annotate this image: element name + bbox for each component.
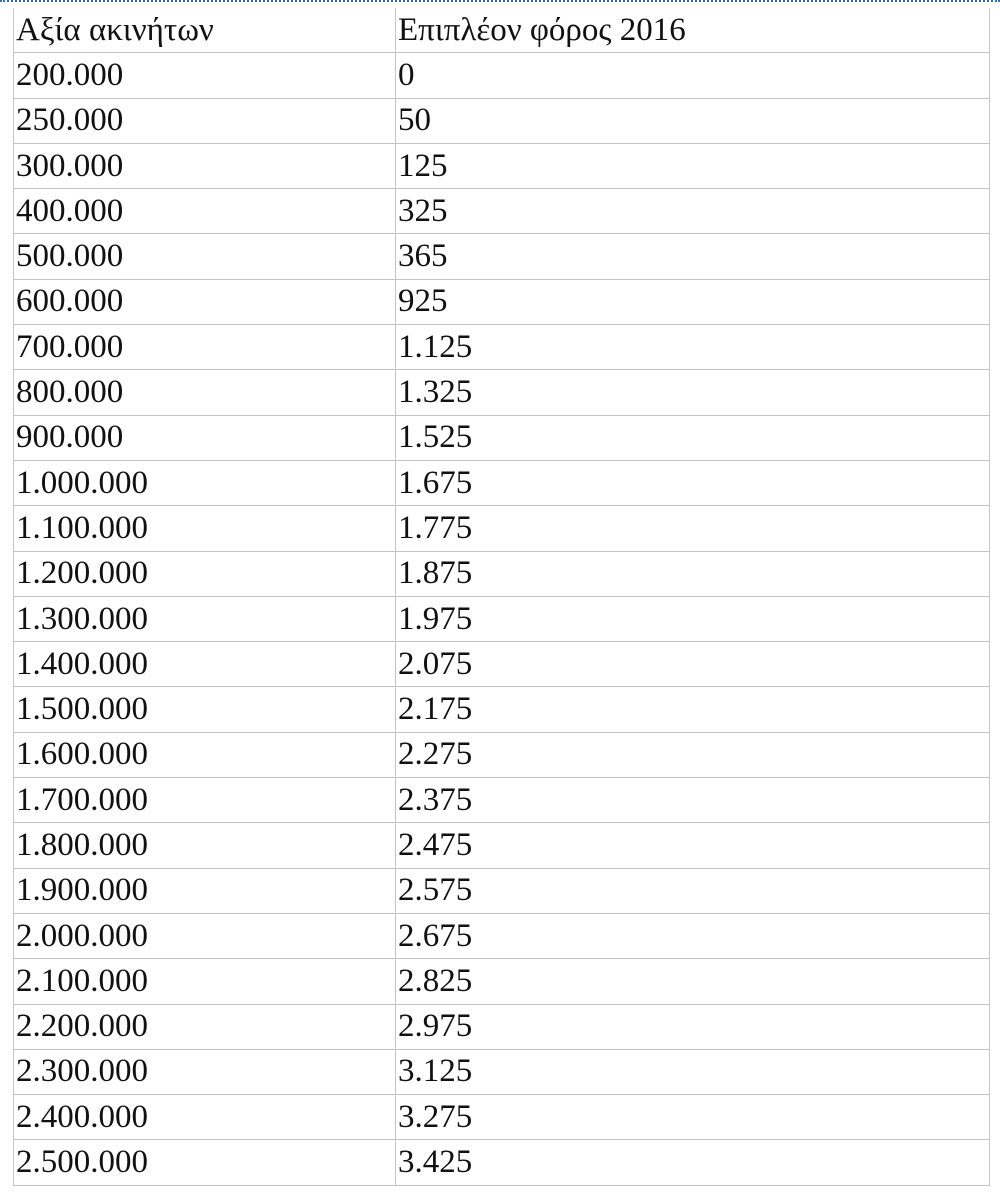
cell-property-value[interactable]: 2.400.000 [14,1095,396,1140]
cell-property-value[interactable]: 2.000.000 [14,913,396,958]
table-row [14,370,990,415]
cell-extra-tax[interactable]: 1.975 [396,596,990,641]
cell-property-value[interactable]: 1.000.000 [14,460,396,505]
cell-property-value[interactable]: 2.200.000 [14,1004,396,1049]
table-row [14,415,990,460]
cell-extra-tax[interactable]: 2.075 [396,642,990,687]
cell-property-value[interactable]: 1.200.000 [14,551,396,596]
cell-property-value[interactable]: 2.100.000 [14,959,396,1004]
cell-extra-tax[interactable]: 2.975 [396,1004,990,1049]
table-row [14,687,990,732]
table-row [14,460,990,505]
cell-property-value[interactable]: 500.000 [14,234,396,279]
cell-extra-tax[interactable]: 1.875 [396,551,990,596]
cell-extra-tax[interactable]: 1.675 [396,460,990,505]
cell-property-value[interactable]: 1.100.000 [14,506,396,551]
table-row [14,98,990,143]
cell-extra-tax[interactable]: 1.325 [396,370,990,415]
cell-extra-tax[interactable]: 325 [396,189,990,234]
cell-extra-tax[interactable]: 0 [396,53,990,98]
cell-extra-tax[interactable]: 1.525 [396,415,990,460]
header-cell-property-value[interactable]: Αξία ακινήτων [14,8,396,53]
table-row [14,778,990,823]
table-row [14,1004,990,1049]
cell-extra-tax[interactable]: 1.125 [396,325,990,370]
cell-property-value[interactable]: 700.000 [14,325,396,370]
table-row [14,1095,990,1140]
table-row [14,868,990,913]
cell-property-value[interactable]: 300.000 [14,143,396,188]
table-row [14,506,990,551]
table-row [14,53,990,98]
cell-extra-tax[interactable]: 3.275 [396,1095,990,1140]
table-row [14,234,990,279]
header-row [14,8,990,53]
cell-property-value[interactable]: 600.000 [14,279,396,324]
table-row [14,642,990,687]
cell-extra-tax[interactable]: 365 [396,234,990,279]
cell-property-value[interactable]: 2.300.000 [14,1049,396,1094]
table-row [14,732,990,777]
cell-extra-tax[interactable]: 125 [396,143,990,188]
cell-property-value[interactable]: 1.500.000 [14,687,396,732]
cell-extra-tax[interactable]: 50 [396,98,990,143]
cell-extra-tax[interactable]: 925 [396,279,990,324]
cell-extra-tax[interactable]: 2.675 [396,913,990,958]
table-row [14,1049,990,1094]
table-row [14,959,990,1004]
table-row [14,189,990,234]
table-row [14,325,990,370]
table-row [14,143,990,188]
selection-border [0,0,1000,2]
table-row [14,1140,990,1185]
cell-extra-tax[interactable]: 2.475 [396,823,990,868]
cell-property-value[interactable]: 1.700.000 [14,778,396,823]
cell-property-value[interactable]: 1.400.000 [14,642,396,687]
cell-property-value[interactable]: 800.000 [14,370,396,415]
cell-property-value[interactable]: 2.500.000 [14,1140,396,1185]
cell-extra-tax[interactable]: 3.425 [396,1140,990,1185]
cell-property-value[interactable]: 900.000 [14,415,396,460]
table-row [14,596,990,641]
cell-property-value[interactable]: 1.800.000 [14,823,396,868]
cell-property-value[interactable]: 1.300.000 [14,596,396,641]
cell-extra-tax[interactable]: 1.775 [396,506,990,551]
cell-extra-tax[interactable]: 2.275 [396,732,990,777]
table-row [14,279,990,324]
cell-extra-tax[interactable]: 2.375 [396,778,990,823]
cell-extra-tax[interactable]: 2.175 [396,687,990,732]
table-row [14,551,990,596]
table-row [14,823,990,868]
cell-extra-tax[interactable]: 3.125 [396,1049,990,1094]
cell-extra-tax[interactable]: 2.825 [396,959,990,1004]
tax-table [13,8,990,1186]
cell-property-value[interactable]: 1.900.000 [14,868,396,913]
cell-property-value[interactable]: 1.600.000 [14,732,396,777]
table-body [14,53,990,1185]
table-row [14,913,990,958]
cell-property-value[interactable]: 200.000 [14,53,396,98]
cell-property-value[interactable]: 400.000 [14,189,396,234]
cell-extra-tax[interactable]: 2.575 [396,868,990,913]
header-cell-extra-tax-2016[interactable]: Επιπλέον φόρος 2016 [396,8,990,53]
cell-property-value[interactable]: 250.000 [14,98,396,143]
